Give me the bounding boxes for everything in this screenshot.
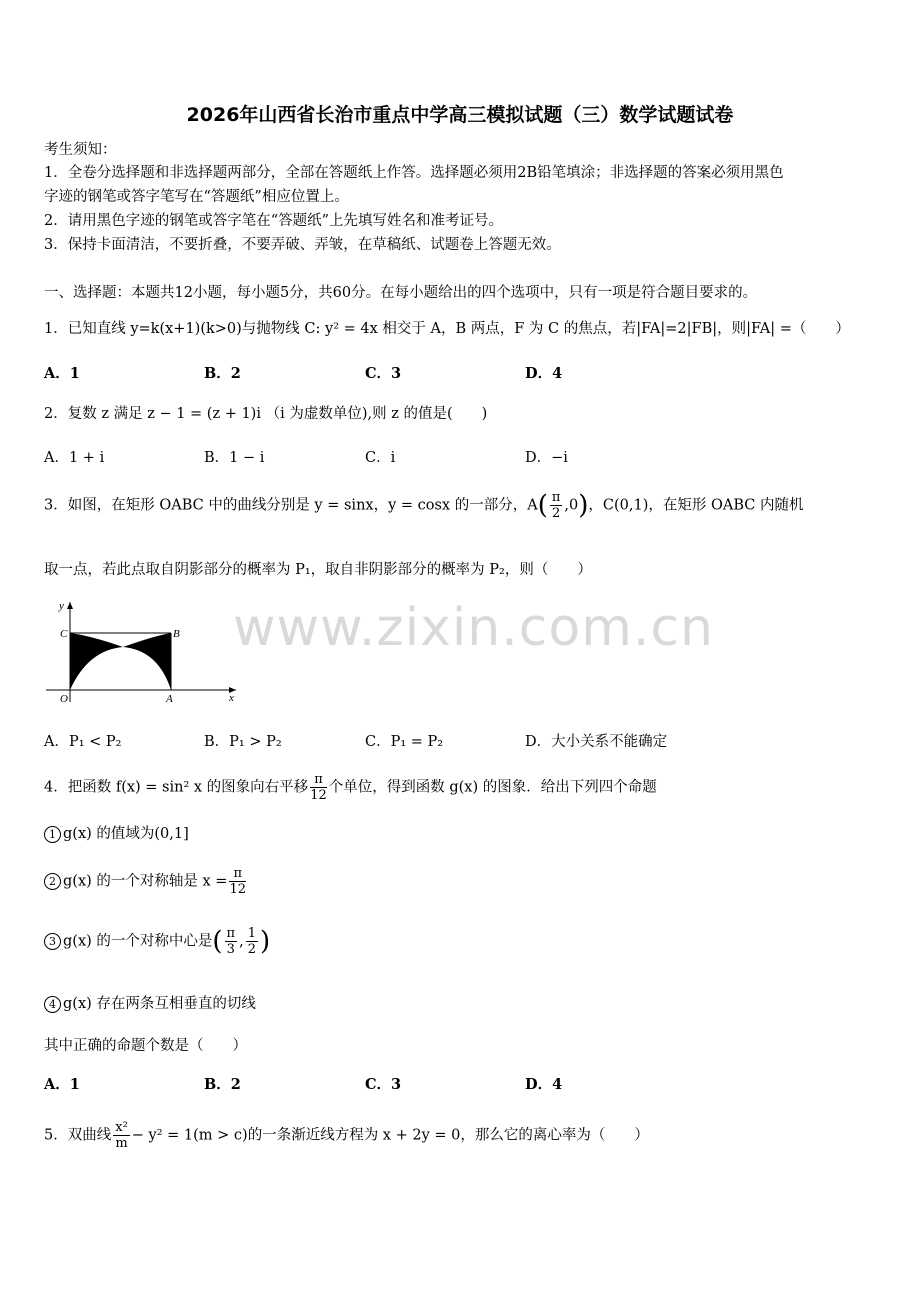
notice-item: 1．全卷分选择题和非选择题两部分，全部在答题纸上作答。选择题必须用2B铅笔填涂；非选择题的答案必须用黑色 — [44, 165, 784, 181]
notice-item: 字迹的钢笔或答字笔写在“答题纸”相应位置上。 — [44, 189, 349, 205]
q1-option-c[interactable]: C．3 — [365, 365, 402, 382]
q4-proposition-3: 3 g(x) 的一个对称中心是( $\frac{\pi}{3}$ , $\frac{1}{2}$ ) — [44, 926, 270, 957]
y-axis-arrow-icon — [67, 602, 73, 609]
q1-option-a[interactable]: A．1 — [44, 365, 80, 382]
q2-option-d[interactable]: D．−i — [525, 450, 568, 466]
notice-item: 2．请用黑色字迹的钢笔或答字笔在“答题纸”上先填写姓名和准考证号。 — [44, 213, 504, 229]
q4-text-a: 4．把函数 f(x) = sin² x 的图象向右平移 — [44, 779, 309, 796]
question-5: 5．双曲线 $\frac{\text{x²}}{m}$ − y² = 1(m > c)的一条渐近线方程为 x + 2y = 0，那么它的离心率为（ ） — [44, 1120, 649, 1151]
q4-option-c[interactable]: C．3 — [365, 1076, 402, 1093]
q4-option-b[interactable]: B．2 — [204, 1076, 241, 1093]
point-a-label: A — [166, 693, 173, 705]
q4-proposition-2: 2 g(x) 的一个对称轴是 x = $\frac{\pi}{12}$ — [44, 866, 248, 897]
question-4 — [44, 772, 657, 803]
point-o-label: O — [60, 693, 68, 705]
q4-text-b: 个单位，得到函数 g(x) 的图象．给出下列四个命题 — [328, 779, 657, 796]
circled-number: 4 — [44, 996, 61, 1013]
section-heading: 一、选择题：本题共12小题，每小题5分，共60分。在每小题给出的四个选项中，只有一项是符合题目要求的。 — [44, 285, 758, 301]
question-2: 2．复数 z 满足 z − 1 = (z + 1)i （i 为虚数单位),则 z 的值是( ) — [44, 406, 488, 422]
q3-option-a[interactable]: A．P₁ < P₂ — [44, 734, 122, 750]
circled-number: 1 — [44, 826, 61, 843]
page-title: 2026年山西省长治市重点中学高三模拟试题（三）数学试题试卷 — [186, 104, 734, 126]
shaded-region — [70, 633, 171, 690]
q2-option-a[interactable]: A．1 + i — [44, 450, 105, 466]
q1-option-d[interactable]: D．4 — [525, 365, 563, 382]
question-3-line-1: 3．如图，在矩形 OABC 中的曲线分别是 y = sinx，y = cosx 的一部分，A( $\frac{\pi}{2}$ ,0)，C(0,1)，在矩形 OABC 内随机 — [44, 490, 804, 521]
q4-p3-fraction-2: $\frac{1}{2}$ — [247, 926, 256, 957]
q3-option-d[interactable]: D．大小关系不能确定 — [525, 734, 668, 750]
watermark: www.zixin.com.cn — [233, 598, 714, 658]
q4-option-d[interactable]: D．4 — [525, 1076, 563, 1093]
circled-number: 2 — [44, 873, 61, 890]
q4-option-a[interactable]: A．1 — [44, 1076, 80, 1093]
q4-question: 其中正确的命题个数是（ ） — [44, 1038, 247, 1054]
x-axis-label: x — [229, 692, 234, 704]
q2-option-b[interactable]: B．1 − i — [204, 450, 265, 466]
y-axis-label: y — [59, 600, 64, 612]
rectangle-curves-figure — [40, 598, 240, 708]
q4-proposition-4: 4 g(x) 存在两条互相垂直的切线 — [44, 994, 256, 1014]
q3-option-b[interactable]: B．P₁ > P₂ — [204, 734, 282, 750]
q3-point-tail: ,0 — [564, 497, 579, 514]
q3-text-a: 3．如图，在矩形 OABC 中的曲线分别是 y = sinx，y = cosx 的一部分，A — [44, 497, 538, 514]
q1-option-b[interactable]: B．2 — [204, 365, 241, 382]
point-b-label: B — [173, 628, 180, 640]
circled-number: 3 — [44, 933, 61, 950]
q3-option-c[interactable]: C．P₁ = P₂ — [365, 734, 444, 750]
point-c-label: C — [60, 628, 68, 640]
notice-item: 3．保持卡面清洁，不要折叠，不要弄破、弄皱，在草稿纸、试题卷上答题无效。 — [44, 237, 561, 253]
notice-heading: 考生须知： — [44, 142, 117, 158]
question-1: 1．已知直线 y=k(x+1)(k>0)与抛物线 C: y² = 4x 相交于 A，B 两点，F 为 C 的焦点，若|FA|=2|FB|，则|FA| =（ ） — [44, 321, 850, 337]
question-3-line-2: 取一点，若此点取自阴影部分的概率为 P₁，取自非阴影部分的概率为 P₂，则（ ） — [44, 562, 592, 578]
q3-fraction: $\frac{\pi}{2}$ — [551, 490, 561, 521]
q4-shift-fraction: $\frac{\pi}{12}$ — [310, 772, 327, 803]
q5-fraction: $\frac{\text{x²}}{m}$ — [115, 1120, 128, 1151]
q2-option-c[interactable]: C．i — [365, 450, 396, 466]
q4-p2-fraction: $\frac{\pi}{12}$ — [229, 866, 246, 897]
q3-text-b: ，C(0,1)，在矩形 OABC 内随机 — [588, 497, 804, 514]
q4-p3-fraction-1: $\frac{\pi}{3}$ — [226, 926, 236, 957]
q4-proposition-1: 1 g(x) 的值域为(0,1] — [44, 824, 189, 844]
